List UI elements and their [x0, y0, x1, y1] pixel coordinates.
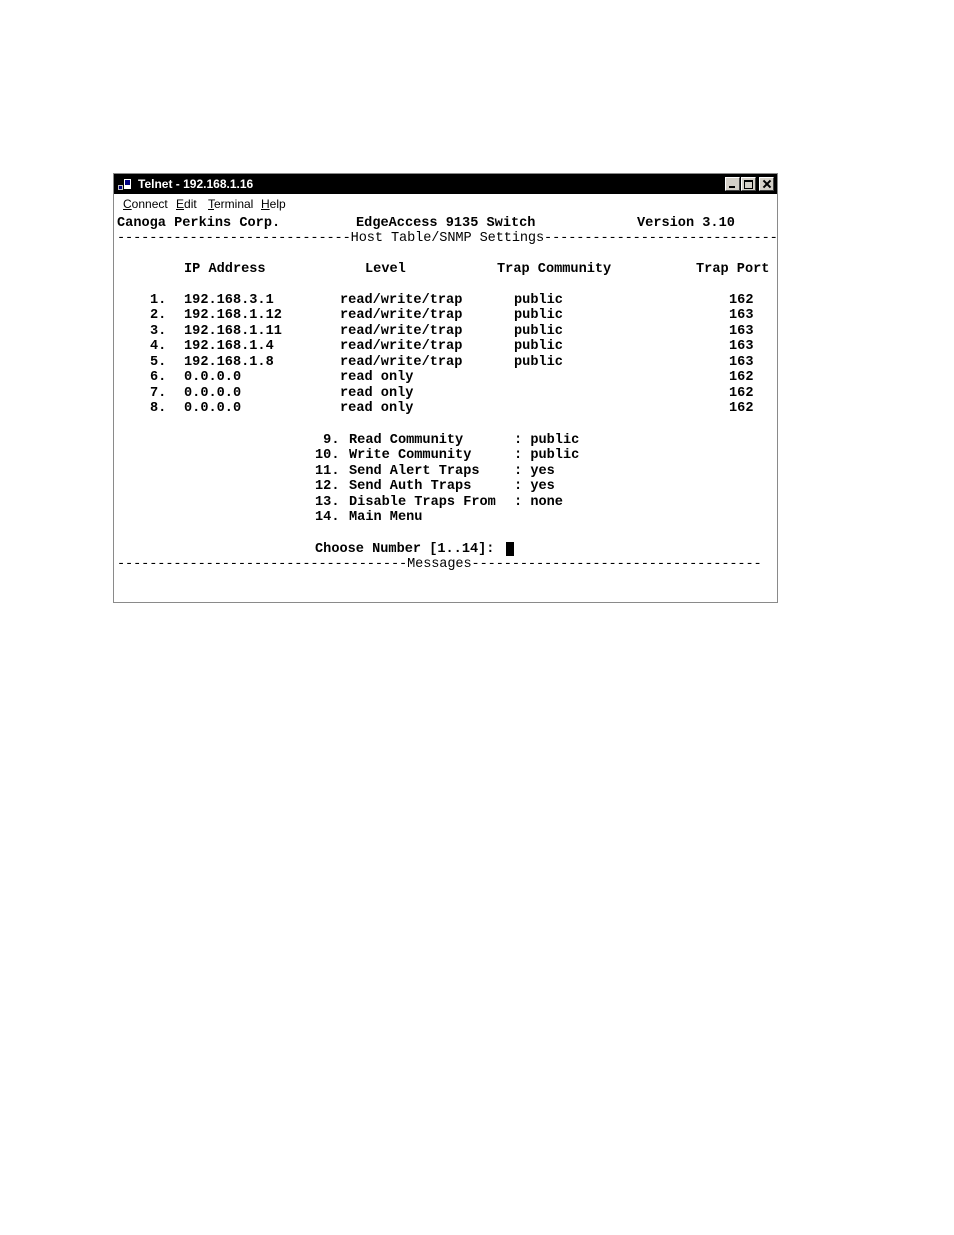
product-name: EdgeAccess 9135 Switch	[356, 216, 536, 231]
column-header-level: Level	[365, 262, 406, 277]
host-ip: 0.0.0.0	[184, 401, 242, 416]
host-number: 5.	[150, 355, 167, 370]
option-number: 14.	[315, 510, 340, 525]
host-port: 163	[729, 308, 754, 323]
option-label: Send Alert Traps	[349, 464, 480, 479]
host-level: read only	[340, 401, 414, 416]
terminal-screen[interactable]	[114, 214, 777, 603]
option-value: : none	[514, 495, 563, 510]
host-level: read/write/trap	[340, 339, 463, 354]
host-community: public	[514, 324, 563, 339]
host-community: public	[514, 355, 563, 370]
version-label: Version 3.10	[637, 216, 735, 231]
host-level: read/write/trap	[340, 324, 463, 339]
menu-terminal[interactable]: Terminal	[208, 197, 254, 211]
text-cursor[interactable]	[506, 542, 514, 556]
telnet-window	[113, 173, 778, 603]
host-community: public	[514, 293, 563, 308]
host-level: read only	[340, 386, 414, 401]
host-port: 163	[729, 355, 754, 370]
maximize-icon[interactable]	[741, 177, 756, 191]
title-bar[interactable]	[114, 174, 777, 194]
host-port: 163	[729, 339, 754, 354]
column-header-community: Trap Community	[497, 262, 612, 277]
option-label: Send Auth Traps	[349, 479, 472, 494]
column-header-port: Trap Port	[696, 262, 770, 277]
telnet-app-icon	[118, 178, 132, 191]
host-ip: 0.0.0.0	[184, 386, 242, 401]
company-name: Canoga Perkins Corp.	[117, 216, 281, 231]
host-number: 8.	[150, 401, 167, 416]
host-level: read/write/trap	[340, 293, 463, 308]
close-icon[interactable]	[759, 177, 774, 191]
host-ip: 192.168.1.11	[184, 324, 282, 339]
option-value: : yes	[514, 479, 555, 494]
option-value: : yes	[514, 464, 555, 479]
option-number: 13.	[315, 495, 340, 510]
host-number: 7.	[150, 386, 167, 401]
host-level: read/write/trap	[340, 308, 463, 323]
host-number: 3.	[150, 324, 167, 339]
host-number: 2.	[150, 308, 167, 323]
messages-rule: ------------------------------------Messages------------------------------------	[117, 557, 762, 572]
host-ip: 0.0.0.0	[184, 370, 242, 385]
host-ip: 192.168.1.12	[184, 308, 282, 323]
minimize-icon[interactable]	[725, 177, 740, 191]
menu-help[interactable]: Help	[261, 197, 286, 211]
option-number: 10.	[315, 448, 340, 463]
host-level: read/write/trap	[340, 355, 463, 370]
host-port: 162	[729, 293, 754, 308]
option-number: 9.	[315, 433, 340, 448]
option-value: : public	[514, 433, 580, 448]
option-label: Read Community	[349, 433, 464, 448]
host-number: 4.	[150, 339, 167, 354]
host-ip: 192.168.3.1	[184, 293, 274, 308]
option-number: 11.	[315, 464, 340, 479]
option-number: 12.	[315, 479, 340, 494]
section-title-rule: -----------------------------Host Table/SNMP Settings-----------------------------	[117, 231, 778, 246]
host-number: 1.	[150, 293, 167, 308]
menu-bar	[114, 194, 777, 214]
host-port: 162	[729, 370, 754, 385]
column-header-ip: IP Address	[184, 262, 266, 277]
host-port: 162	[729, 386, 754, 401]
host-port: 163	[729, 324, 754, 339]
menu-edit[interactable]: Edit	[176, 197, 197, 211]
option-label: Main Menu	[349, 510, 423, 525]
option-value: : public	[514, 448, 580, 463]
host-ip: 192.168.1.4	[184, 339, 274, 354]
messages-area	[114, 574, 777, 602]
host-level: read only	[340, 370, 414, 385]
menu-connect[interactable]: Connect	[123, 197, 168, 211]
option-label: Disable Traps From	[349, 495, 496, 510]
option-label: Write Community	[349, 448, 472, 463]
host-ip: 192.168.1.8	[184, 355, 274, 370]
host-community: public	[514, 339, 563, 354]
host-community: public	[514, 308, 563, 323]
window-title: Telnet - 192.168.1.16	[138, 177, 254, 191]
host-port: 162	[729, 401, 754, 416]
host-number: 6.	[150, 370, 167, 385]
choose-number-prompt: Choose Number [1..14]:	[315, 542, 495, 557]
